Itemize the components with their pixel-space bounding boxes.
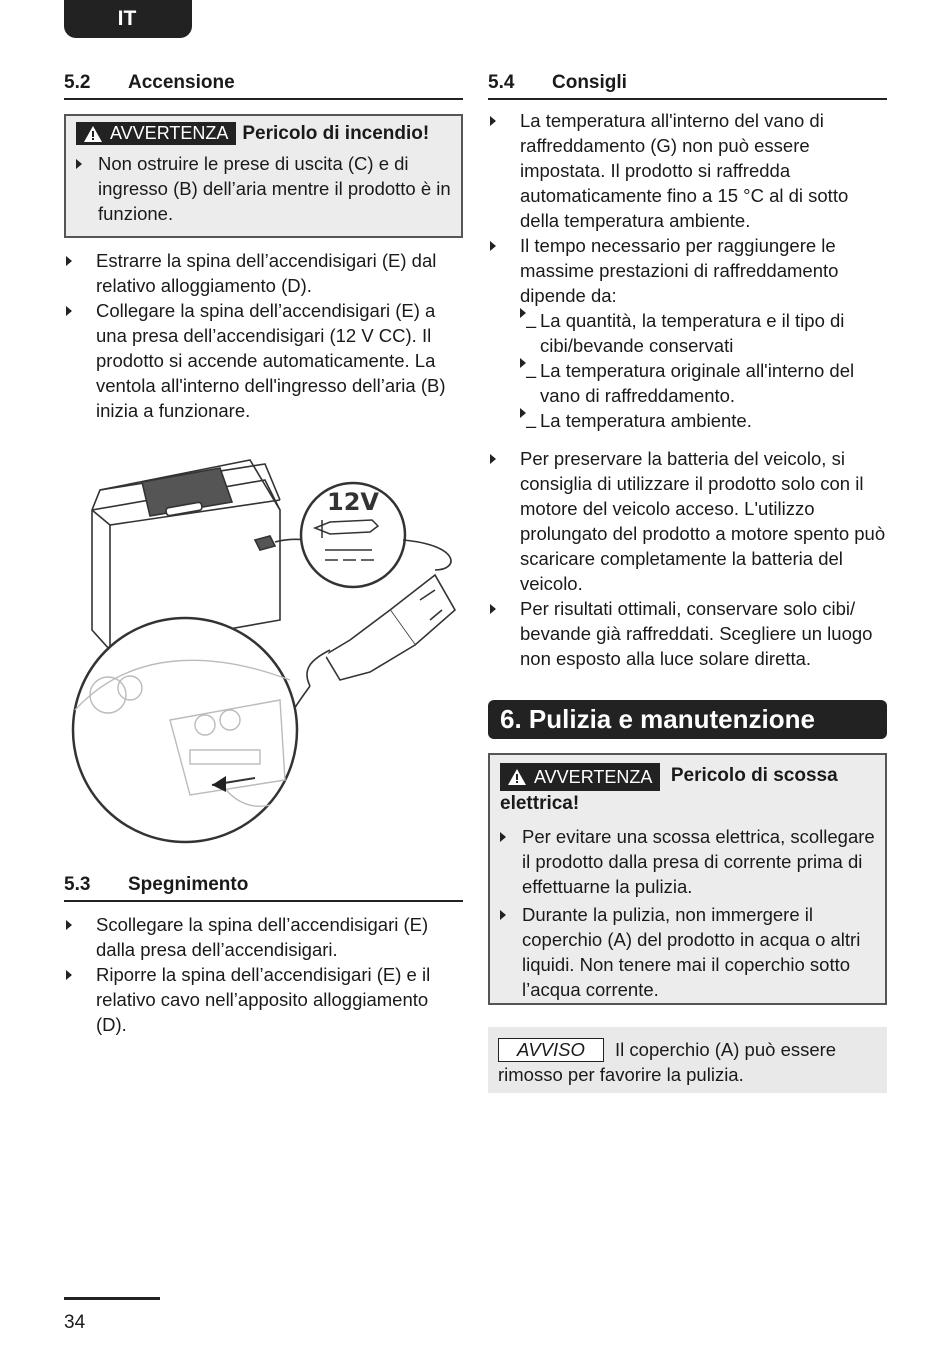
dashboard-inset <box>73 618 297 842</box>
voltage-inset <box>301 483 405 587</box>
warning-list <box>76 151 451 226</box>
section-banner: 6. Pulizia e manutenzione <box>488 700 887 739</box>
warning-box <box>488 753 887 1005</box>
section-5-2 <box>64 72 463 423</box>
instruction-list <box>64 248 463 423</box>
list-item-text: Il tempo necessario per raggiungere le massime prestazioni di raffreddamento dipende da: <box>520 235 839 306</box>
section-heading <box>64 72 463 100</box>
section-heading <box>488 72 887 100</box>
warning-tag <box>500 763 660 791</box>
section-title: Consigli <box>552 72 627 93</box>
list-item: Per risultati ottimali, conservare solo cibi/ bevande già raffreddati. Scegliere un luogo non esposto alla luce solare diretta. <box>488 596 887 671</box>
list-item: Collegare la spina dell’accendisigari (E) a una presa dell’accendisigari (12 V CC). Il prodotto si accende automaticamente. La ventola all'interno dell'ingresso dell’aria (B) inizia a funzionare. <box>64 298 463 423</box>
voltage-label: 12V <box>327 488 379 516</box>
section-heading <box>64 874 463 902</box>
warning-triangle-icon <box>508 769 526 785</box>
section-6 <box>488 700 887 1093</box>
sub-list-item: – La temperatura originale all'interno del vano di raffreddamento. <box>520 358 887 408</box>
warning-list <box>500 824 875 1002</box>
notice-tag: AVVISO <box>498 1038 604 1062</box>
list-item: Non ostruire le prese di uscita (C) e di ingresso (B) dell’aria mentre il prodotto è in funzione. <box>76 151 451 226</box>
notice-text: Il coperchio (A) può essere rimosso per favorire la pulizia. <box>498 1039 837 1085</box>
warning-tag <box>76 122 236 145</box>
section-5-3 <box>64 874 463 1037</box>
sub-list-item: – La quantità, la temperatura e il tipo di cibi/bevande conservati <box>520 308 887 358</box>
section-title: Accensione <box>128 72 235 93</box>
footer-rule <box>64 1297 160 1300</box>
list-item: Per evitare una scossa elettrica, scollegare il prodotto dalla presa di corrente prima di effettuarne la pulizia. <box>500 824 875 899</box>
list-item: Estrarre la spina dell’accendisigari (E) dal relativo alloggiamento (D). <box>64 248 463 298</box>
language-tab: IT <box>64 0 192 38</box>
warning-triangle-icon <box>84 126 102 142</box>
list-item: Durante la pulizia, non immergere il coperchio (A) del prodotto in acqua o altri liquidi. Non tenere mai il coperchio sotto l’acqua corrente. <box>500 902 875 1002</box>
section-number: 5.3 <box>64 874 91 895</box>
cooler-car-plug-illustration <box>70 450 470 845</box>
section-title: Spegnimento <box>128 874 249 895</box>
instruction-list <box>64 912 463 1037</box>
section-number: 5.4 <box>488 72 515 93</box>
tips-list <box>488 108 887 671</box>
warning-tag-label: AVVERTENZA <box>534 767 653 787</box>
list-item: Riporre la spina dell’accendisigari (E) e il relativo cavo nell’apposito alloggiamento (D). <box>64 962 463 1037</box>
warning-title: Pericolo di incendio! <box>242 122 430 144</box>
page-number: 34 <box>64 1312 86 1333</box>
warning-title: Pericolo di scossa elettrica! <box>500 765 838 814</box>
list-item: La temperatura all'interno del vano di raffreddamento (G) non può essere impostata. Il prodotto si raffredda automaticamente fino a 15 °C al di sotto della temperatura ambiente. <box>488 108 887 233</box>
sub-list <box>520 308 887 433</box>
list-item: Per preservare la batteria del veicolo, si consiglia di utilizzare il prodotto solo con il motore del veicolo acceso. L'utilizzo prolungato del prodotto a motore spento può scaricare completamente la batteria del veicolo. <box>488 446 887 596</box>
list-item <box>488 233 887 433</box>
warning-box <box>64 114 463 238</box>
notice-box <box>488 1027 887 1093</box>
section-number: 5.2 <box>64 72 91 93</box>
list-item: Scollegare la spina dell’accendisigari (E) dalla presa dell’accendisigari. <box>64 912 463 962</box>
sub-list-item: – La temperatura ambiente. <box>520 408 887 433</box>
warning-tag-label: AVVERTENZA <box>110 123 229 143</box>
section-5-4 <box>488 72 887 671</box>
